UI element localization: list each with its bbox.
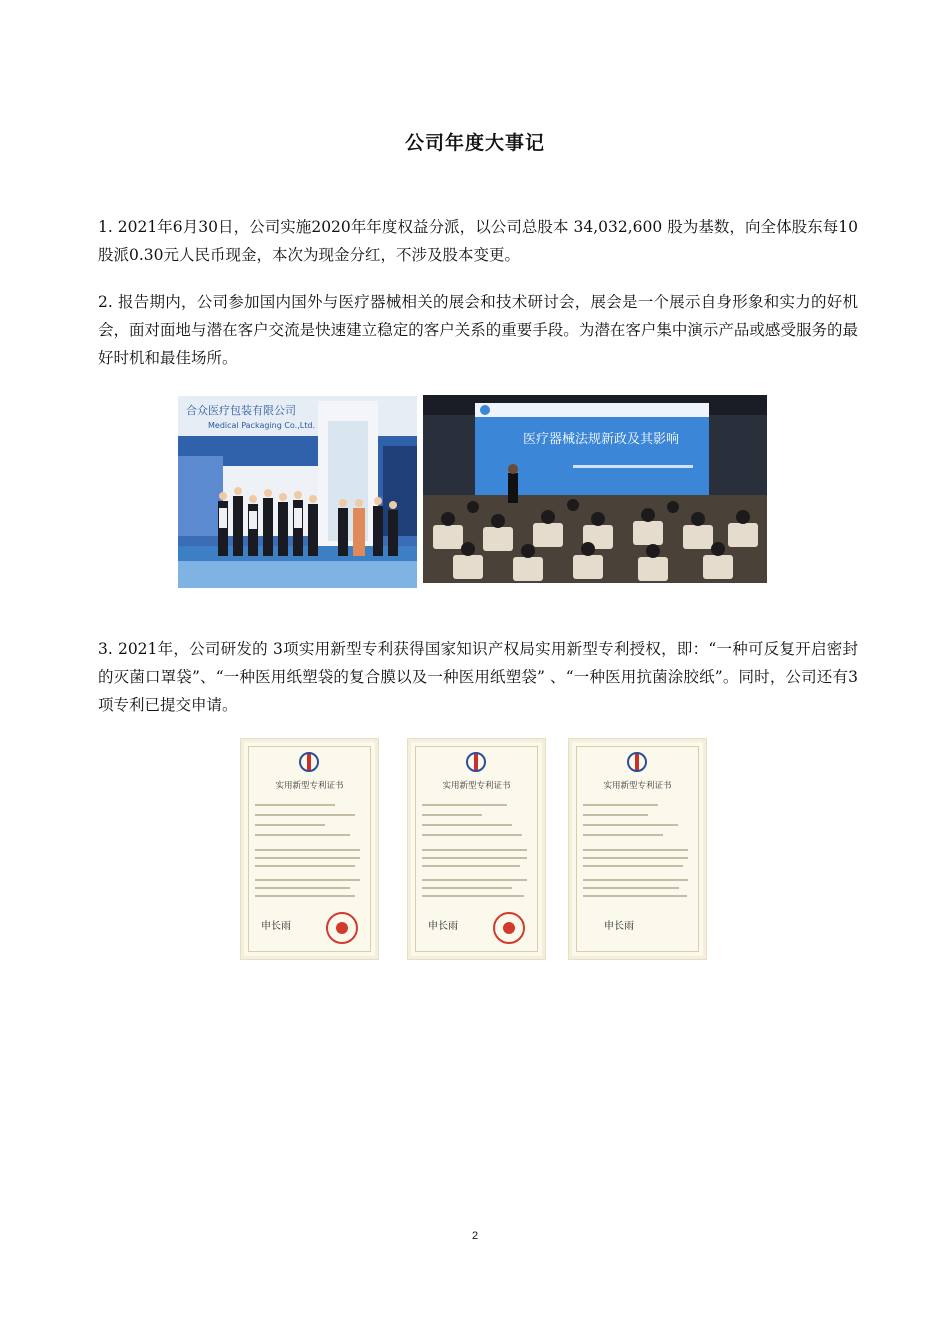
booth-sign-text: 合众医疗包装有限公司 [186,404,296,417]
event-item-3: 3. 2021年，公司研发的 3项实用新型专利获得国家知识产权局实用新型专利授权，即：“一种可反复开启密封的灭菌口罩袋”、“一种医用纸塑袋的复合膜以及一种医用纸塑袋” 、“一种医用抗菌涂胶纸”。同时，公司还有3项专利已提交申请。 [98,640,858,714]
patent-logo-icon [625,751,649,773]
seminar-photo [423,395,767,583]
patent-certificate [407,738,546,960]
event-item-2: 2. 报告期内，公司参加国内国外与医疗器械相关的展会和技术研讨会，展会是一个展示自身形象和实力的好机会，面对面地与潜在客户交流是快速建立稳定的客户关系的重要手段。为潜在客户集中演示产品或感受服务的最好时机和最佳场所。 [98,293,858,367]
certificate-title: 实用新型专利证书 [275,781,344,791]
page-number: 2 [471,1230,479,1242]
certificate-signature: 申长雨 [261,921,291,932]
patent-certificate [568,738,707,960]
official-seal-icon [325,911,359,945]
event-item-1: 1. 2021年6月30日，公司实施2020年年度权益分派，以公司总股本 34,032,600 股为基数，向全体股东每10股派0.30元人民币现金，本次为现金分红，不涉及股本变更。 [98,218,858,264]
patent-logo-icon [297,751,321,773]
certificate-signature: 申长雨 [428,921,458,932]
certificate-title: 实用新型专利证书 [442,781,511,791]
exhibition-booth-photo [178,396,417,588]
certificate-title: 实用新型专利证书 [603,781,672,791]
patent-certificate [240,738,379,960]
booth-sign-en-text: Medical Packaging Co.,Ltd. [208,421,315,430]
patent-certificates [232,723,718,953]
official-seal-icon [492,911,526,945]
patent-logo-icon [464,751,488,773]
page-title: 公司年度大事记 [404,132,545,154]
slide-title-text: 医疗器械法规新政及其影响 [523,432,680,447]
certificate-signature: 申长雨 [604,921,634,932]
